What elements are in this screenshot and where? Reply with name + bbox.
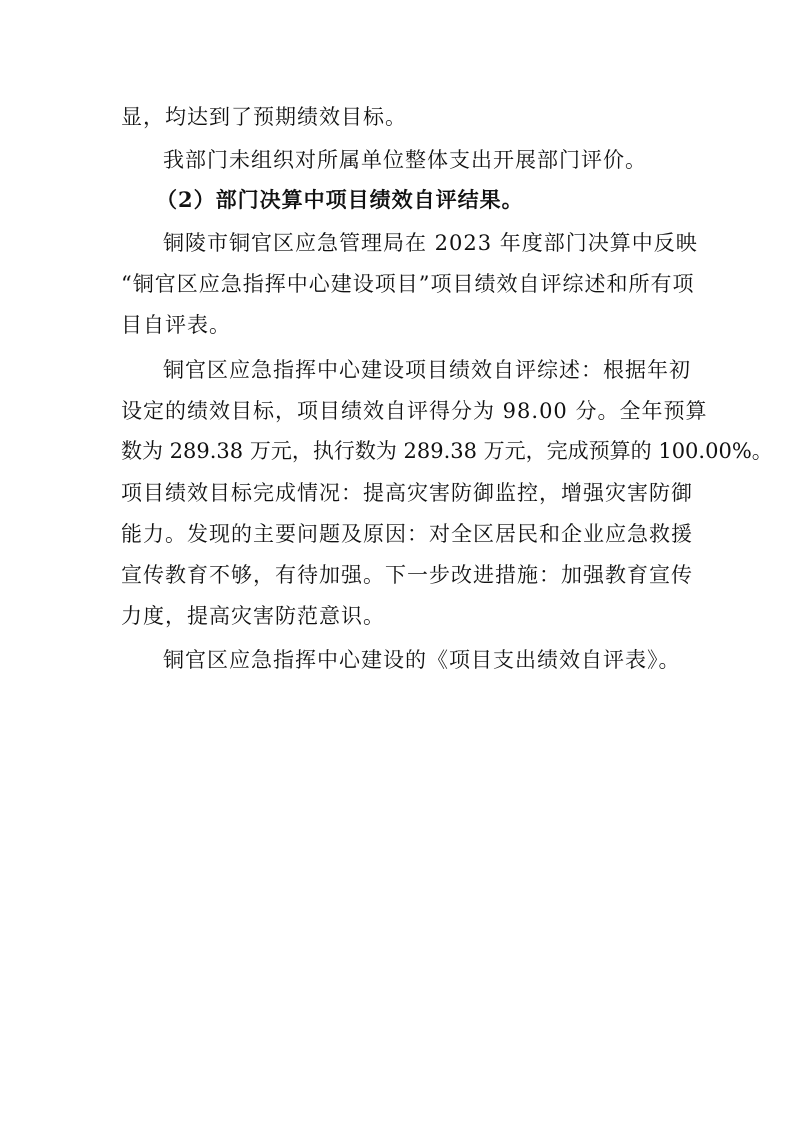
paragraph-line-1: 显，均达到了预期绩效目标。	[121, 105, 407, 129]
paragraph-line-11: 能力。发现的主要问题及原因：对全区居民和企业应急救援	[121, 522, 693, 546]
paragraph-line-13: 力度，提高灾害防范意识。	[121, 604, 385, 628]
paragraph-line-10: 项目绩效目标完成情况：提高灾害防御监控，增强灾害防御	[121, 481, 693, 505]
section-heading: （2）部门决算中项目绩效自评结果。	[156, 187, 524, 212]
paragraph-line-4: 铜陵市铜官区应急管理局在 2023 年度部门决算中反映	[163, 231, 698, 255]
paragraph-line-8: 设定的绩效目标，项目绩效自评得分为 98.00 分。全年预算	[121, 399, 708, 423]
paragraph-line-6: 目自评表。	[121, 313, 231, 337]
paragraph-line-12: 宣传教育不够，有待加强。下一步改进措施：加强教育宣传	[121, 563, 693, 587]
paragraph-line-9: 数为 289.38 万元，执行数为 289.38 万元，完成预算的 100.00%。	[121, 439, 773, 463]
paragraph-line-2: 我部门未组织对所属单位整体支出开展部门评价。	[163, 148, 647, 172]
paragraph-line-14: 铜官区应急指挥中心建设的《项目支出绩效自评表》。	[163, 648, 681, 672]
paragraph-line-5: “铜官区应急指挥中心建设项目”项目绩效自评综述和所有项	[121, 272, 695, 296]
paragraph-line-7: 铜官区应急指挥中心建设项目绩效自评综述：根据年初	[163, 358, 691, 382]
